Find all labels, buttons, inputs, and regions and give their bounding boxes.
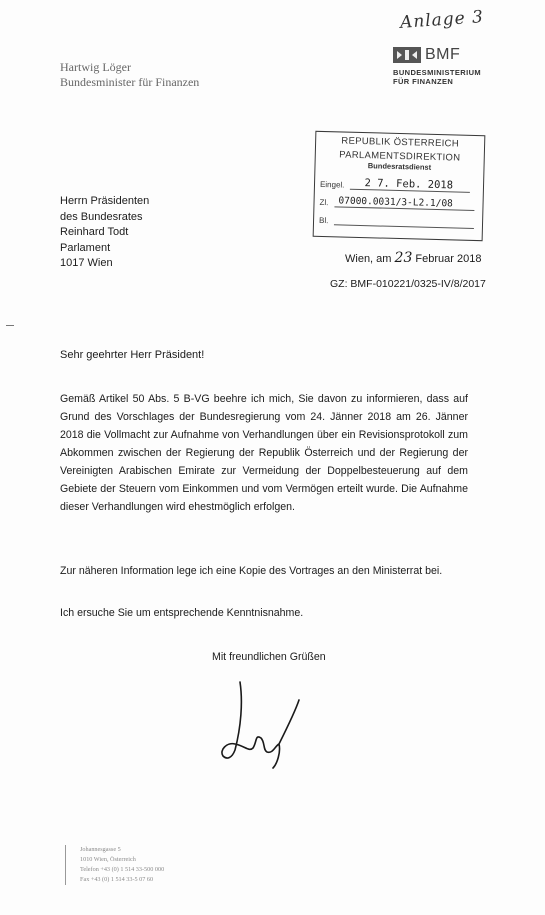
request-paragraph: Ich ersuche Sie um entsprechende Kenntnisnahme. (60, 607, 304, 619)
bmf-emblem-icon (393, 47, 421, 63)
date-month-year: Februar 2018 (415, 253, 482, 265)
signature-image (205, 672, 315, 772)
footer-line: Johannesgasse 5 (80, 846, 121, 853)
logo-line-2: FÜR FINANZEN (393, 77, 454, 86)
footer-line: 1010 Wien, Österreich (80, 856, 136, 863)
stamp-zl-value: 07000.0031/3-L2.1/08 (338, 195, 453, 210)
stamp-line-2: PARLAMENTSDIREKTION (339, 149, 461, 164)
stamp-line-3: Bundesratsdienst (367, 161, 432, 172)
sender-name: Hartwig Löger (60, 60, 131, 74)
stamp-eingel-label: Eingel. (319, 179, 345, 190)
date-prefix: Wien, am (345, 253, 392, 265)
stamp-line-1: REPUBLIK ÖSTERREICH (341, 135, 460, 150)
recipient-line: Parlament (60, 241, 111, 254)
recipient-line: Herrn Präsidenten (60, 195, 150, 207)
closing-greeting: Mit freundlichen Grüßen (212, 651, 326, 663)
recipient-line: des Bundesrates (60, 210, 143, 223)
footer-address (65, 845, 164, 885)
recipient-line: 1017 Wien (60, 257, 113, 269)
salutation: Sehr geehrter Herr Präsident! (60, 349, 205, 361)
sender-block (60, 60, 199, 90)
footer-line: Fax +43 (0) 1 514 33-5 07 60 (80, 876, 154, 883)
enclosure-paragraph: Zur näheren Information lege ich eine Kopie des Vortrages an den Ministerrat bei. (60, 565, 443, 577)
stamp-bl-row (319, 212, 475, 229)
handwritten-annotation: Anlage 3 (399, 7, 485, 33)
recipient-line: Reinhard Todt (60, 226, 129, 238)
sender-title: Bundesminister für Finanzen (60, 75, 200, 89)
logo-mark-text: BMF (425, 46, 461, 63)
receipt-stamp (313, 131, 486, 241)
recipient-address (60, 194, 149, 272)
stamp-zl-label: Zl. (319, 197, 329, 208)
logo-line-1: BUNDESMINISTERIUM (393, 68, 482, 77)
footer-line: Telefon +43 (0) 1 514 33-500 000 (80, 866, 165, 873)
reference-number: GZ: BMF-010221/0325-IV/8/2017 (330, 278, 486, 290)
letter-date (345, 250, 481, 266)
fold-mark (6, 325, 14, 326)
stamp-eingel-value: 2 7. Feb. 2018 (364, 177, 454, 192)
body-paragraph: Gemäß Artikel 50 Abs. 5 B-VG beehre ich mich, Sie davon zu informieren, dass auf Grund des Vorschlages der Bundesregierung vom 24. Jänner 2018 am 26. Jänner 2018 die Vollmacht zur Aufnahme von Verhandlungen über ein Revisionsprotokoll zum Abkommen zwischen der Regierung der Republik Österreich und der Regierung der Vereinigten Arabischen Emirate zur Vermeidung der Doppelbesteuerung auf dem Gebiete der Steuern vom Einkommen und vom Vermögen erteilt wurde. Die Aufnahme dieser Verhandlungen wird ehestmöglich erfolgen. (60, 393, 468, 513)
stamp-eingel-row (320, 176, 471, 193)
stamp-bl-label: Bl. (318, 215, 329, 226)
date-day: 23 (394, 250, 413, 266)
stamp-zl-row (319, 194, 474, 211)
bmf-logo (393, 46, 513, 86)
